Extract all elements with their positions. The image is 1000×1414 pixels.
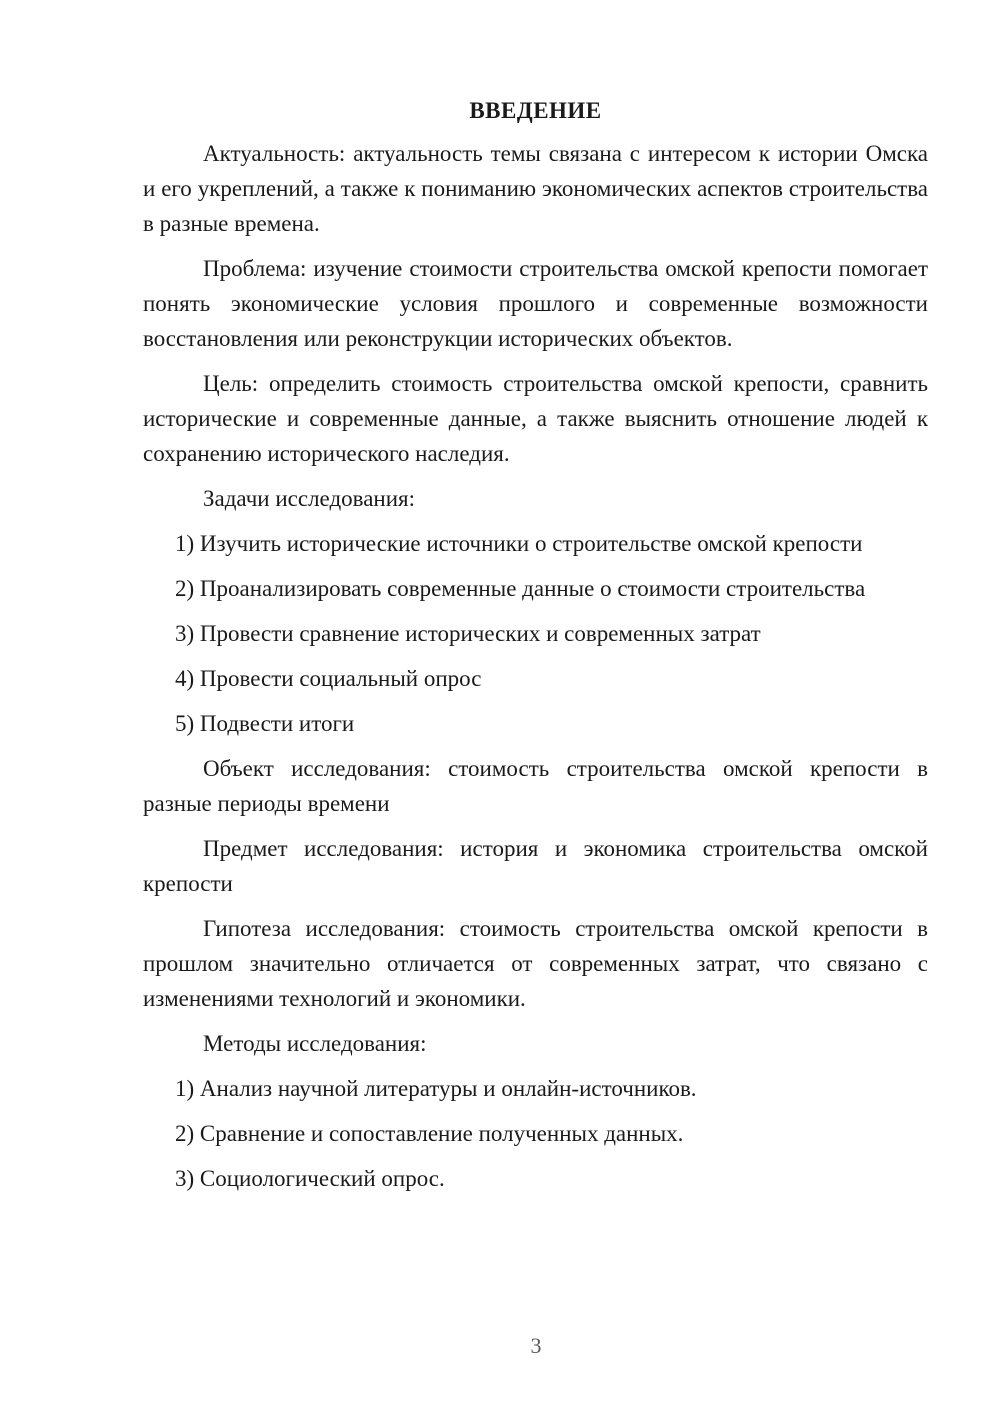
- task-item: 2) Проанализировать современные данные о стоимости строительства: [175, 576, 866, 601]
- task-item: 3) Провести сравнение исторических и современных затрат: [175, 621, 761, 646]
- problem-paragraph: Проблема: изучение стоимости строительства омской крепости помогает понять экономические условия прошлого и современные возможности восстановления или реконструкции исторических объектов.: [143, 256, 928, 351]
- methods-list: [143, 1071, 928, 1196]
- page-number: 3: [530, 1333, 542, 1358]
- goal-paragraph: Цель: определить стоимость строительства омской крепости, сравнить исторические и современные данные, а также выяснить отношение людей к сохранению исторического наследия.: [143, 371, 928, 466]
- method-item: 1) Анализ научной литературы и онлайн-источников.: [175, 1076, 697, 1101]
- document-page: [143, 96, 928, 1206]
- task-item: 5) Подвести итоги: [175, 711, 355, 736]
- section-heading: ВВЕДЕНИЕ: [469, 98, 602, 123]
- relevance-paragraph: Актуальность: актуальность темы связана с интересом к истории Омска и его укреплений, а также к пониманию экономических аспектов строительства в разные времена.: [143, 141, 928, 236]
- methods-label: Методы исследования:: [203, 1031, 427, 1056]
- method-item: 3) Социологический опрос.: [175, 1166, 445, 1191]
- subject-paragraph: Предмет исследования: история и экономика строительства омской крепости: [143, 836, 928, 896]
- task-item: 1) Изучить исторические источники о строительстве омской крепости: [175, 531, 863, 556]
- object-paragraph: Объект исследования: стоимость строительства омской крепости в разные периоды времени: [143, 756, 928, 816]
- tasks-list: [143, 526, 928, 741]
- task-item: 4) Провести социальный опрос: [175, 666, 482, 691]
- hypothesis-paragraph: Гипотеза исследования: стоимость строительства омской крепости в прошлом значительно отличается от современных затрат, что связано с изменениями технологий и экономики.: [143, 916, 928, 1011]
- tasks-label: Задачи исследования:: [203, 486, 416, 511]
- method-item: 2) Сравнение и сопоставление полученных данных.: [175, 1121, 684, 1146]
